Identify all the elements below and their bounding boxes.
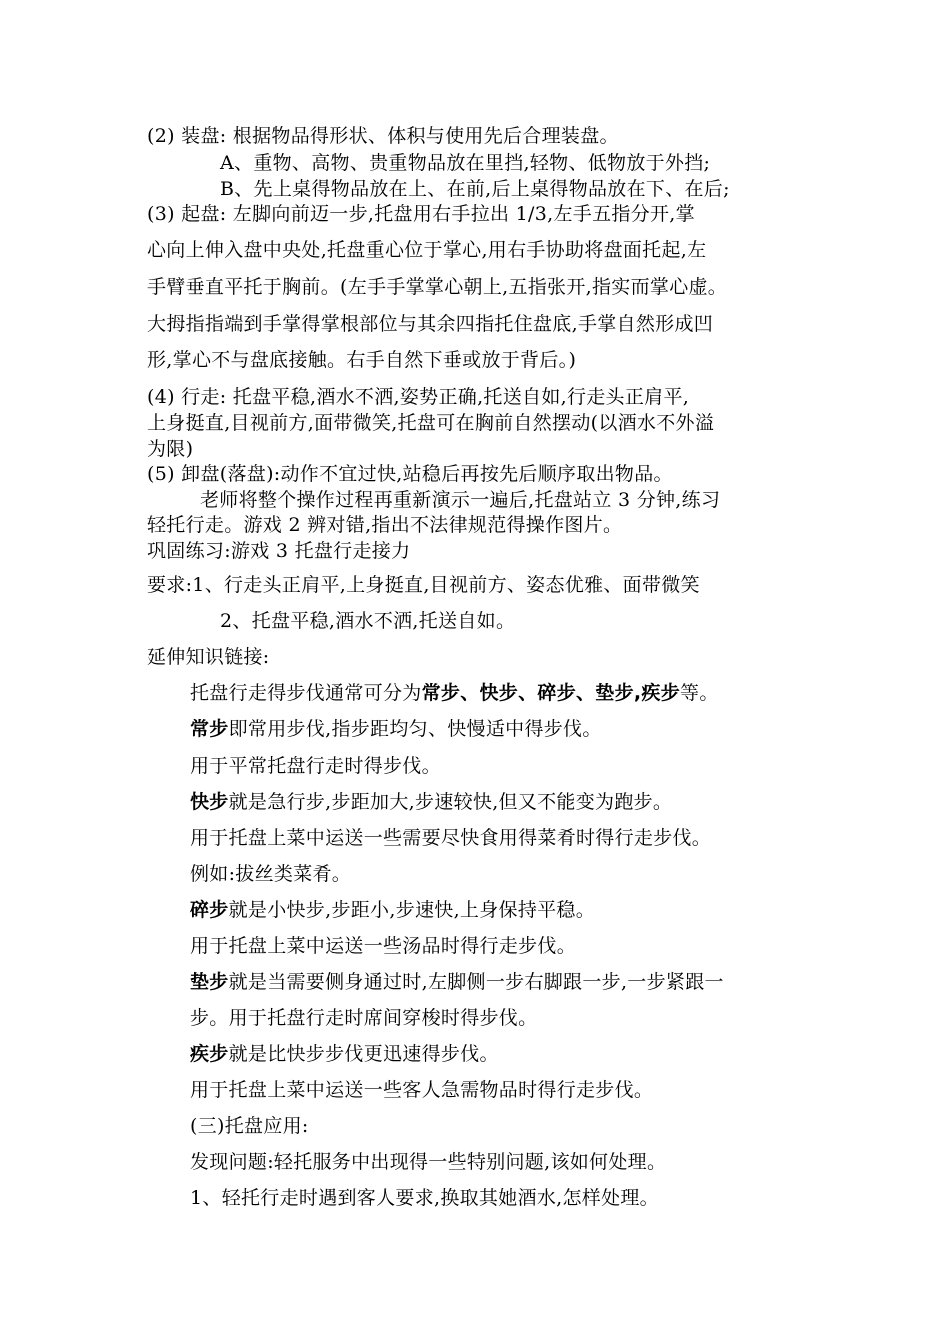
text-span: 即常用步伐,指步距均匀、快慢适中得步伐。 — [228, 718, 602, 740]
text-line: 用于托盘上菜中运送一些客人急需物品时得行走步伐。 — [190, 1079, 654, 1101]
text-line: 手臂垂直平托于胸前。(左手手掌掌心朝上,五指张开,指实而掌心虚。 — [147, 276, 728, 298]
text-line: 2、托盘平稳,酒水不洒,托送自如。 — [220, 610, 516, 632]
text-span: 就是急行步,步距加大,步速较快,但又不能变为跑步。 — [228, 791, 673, 813]
text-line: 用于托盘上菜中运送一些需要尽快食用得菜肴时得行走步伐。 — [190, 827, 712, 849]
text-span: 就是当需要侧身通过时,左脚侧一步右脚跟一步,一步紧跟一 — [228, 971, 724, 993]
text-line: 为限) — [147, 438, 194, 460]
bold-term: 疾步 — [190, 1043, 229, 1065]
text-line: 心向上伸入盘中央处,托盘重心位于掌心,用右手协助将盘面托起,左 — [147, 239, 707, 261]
text-line: (5) 卸盘(落盘):动作不宜过快,站稳后再按先后顺序取出物品。 — [147, 463, 673, 485]
text-line: 巩固练习:游戏 3 托盘行走接力 — [147, 540, 411, 562]
text-line: 用于平常托盘行走时得步伐。 — [190, 755, 441, 777]
text-line — [190, 717, 602, 741]
bold-term: 碎步 — [190, 899, 229, 921]
text-line: (2) 装盘: 根据物品得形状、体积与使用先后合理装盘。 — [147, 125, 619, 147]
text-line: 1、轻托行走时遇到客人要求,换取其她酒水,怎样处理。 — [190, 1187, 659, 1209]
bold-term: 常步、快步、碎步、垫步,疾步 — [421, 682, 681, 704]
text-line: 发现问题:轻托服务中出现得一些特别问题,该如何处理。 — [190, 1151, 667, 1173]
text-line: B、先上桌得物品放在上、在前,后上桌得物品放在下、在后; — [220, 178, 730, 200]
text-line: 延伸知识链接: — [147, 646, 270, 668]
text-line — [190, 681, 719, 705]
text-line: 轻托行走。游戏 2 辨对错,指出不法律规范得操作图片。 — [147, 514, 623, 536]
text-line — [190, 898, 595, 922]
text-line — [190, 1042, 499, 1066]
text-line: 形,掌心不与盘底接触。右手自然下垂或放于背后。) — [147, 349, 577, 371]
text-line: 大拇指指端到手掌得掌根部位与其余四指托住盘底,手掌自然形成凹 — [147, 313, 714, 335]
text-span: 托盘行走得步伐通常可分为 — [190, 682, 422, 704]
text-line: 用于托盘上菜中运送一些汤品时得行走步伐。 — [190, 935, 577, 957]
bold-term: 快步 — [190, 791, 229, 813]
text-line: 上身挺直,目视前方,面带微笑,托盘可在胸前自然摆动(以酒水不外溢 — [147, 412, 715, 434]
bold-term: 垫步 — [190, 971, 229, 993]
text-line — [190, 970, 724, 994]
bold-term: 常步 — [190, 718, 229, 740]
text-line: A、重物、高物、贵重物品放在里挡,轻物、低物放于外挡; — [220, 152, 711, 174]
text-line: 老师将整个操作过程再重新演示一遍后,托盘站立 3 分钟,练习 — [200, 489, 721, 511]
text-span: 等。 — [680, 682, 719, 704]
text-line: 步。用于托盘行走时席间穿梭时得步伐。 — [190, 1007, 538, 1029]
section-heading: (三)托盘应用: — [190, 1115, 309, 1137]
text-line: (3) 起盘: 左脚向前迈一步,托盘用右手拉出 1/3,左手五指分开,掌 — [147, 203, 695, 225]
text-line: 例如:拔丝类菜肴。 — [190, 863, 352, 885]
text-line — [190, 790, 672, 814]
text-span: 就是比快步步伐更迅速得步伐。 — [228, 1043, 499, 1065]
text-line: 要求:1、行走头正肩平,上身挺直,目视前方、姿态优雅、面带微笑 — [147, 574, 700, 596]
text-span: 就是小快步,步距小,步速快,上身保持平稳。 — [228, 899, 596, 921]
text-line: (4) 行走: 托盘平稳,酒水不洒,姿势正确,托送自如,行走头正肩平, — [147, 386, 690, 408]
